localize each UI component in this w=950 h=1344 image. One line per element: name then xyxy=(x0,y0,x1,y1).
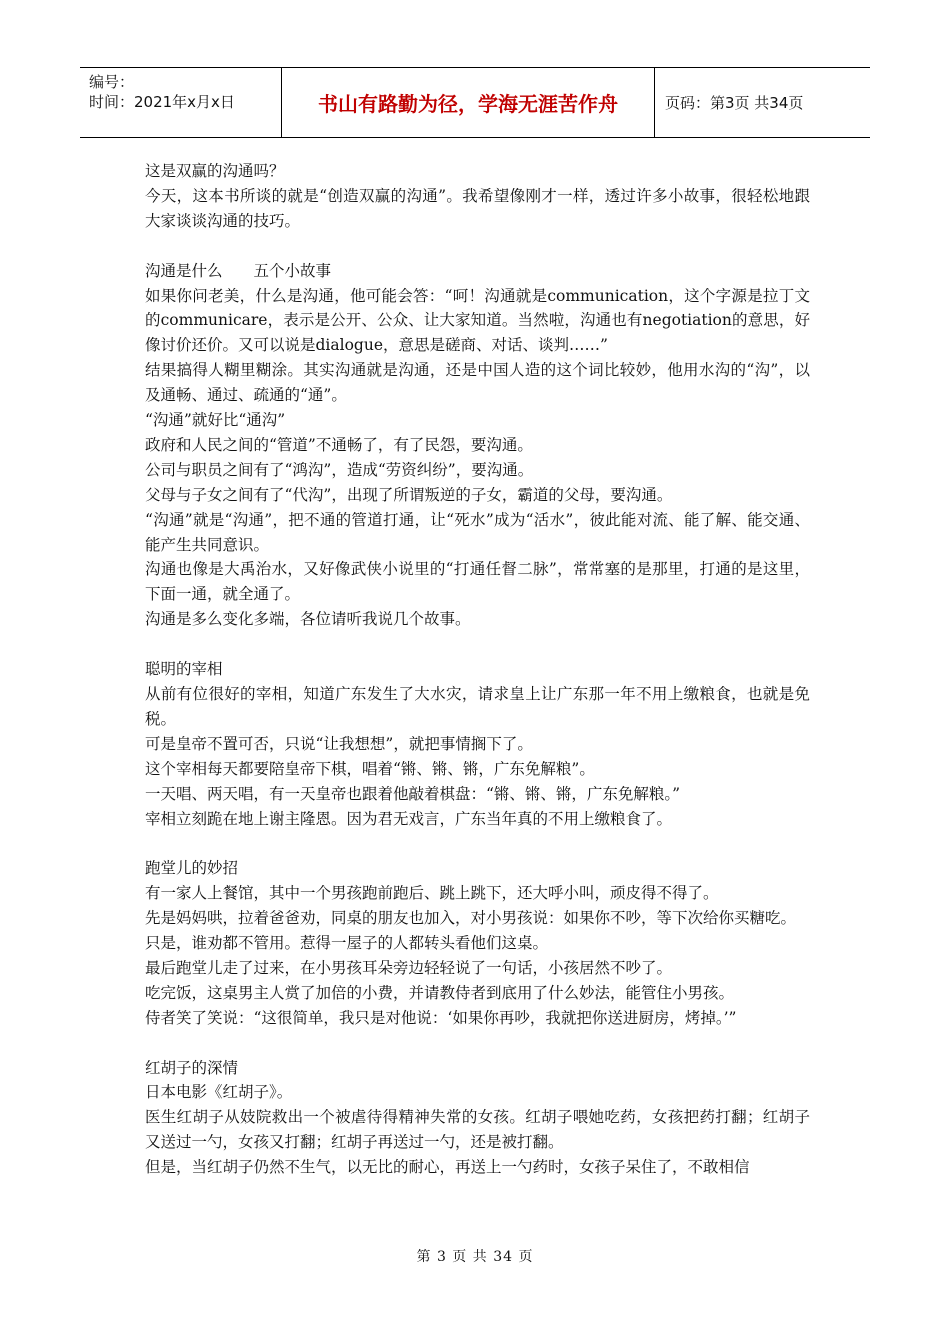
time-label: 时间：2021年x月x日 xyxy=(89,93,235,111)
page-label: 页码：第3页 共34页 xyxy=(665,94,804,112)
paragraph: 宰相立刻跪在地上谢主隆恩。因为君无戏言，广东当年真的不用上缴粮食了。 xyxy=(145,809,673,828)
paragraph: 政府和人民之间的“管道”不通畅了，有了民怨，要沟通。 xyxy=(145,435,533,454)
serial-label: 编号： xyxy=(89,73,135,91)
paragraph: 吃完饭，这桌男主人赏了加倍的小费，并请教侍者到底用了什么妙法，能管住小男孩。 xyxy=(145,983,735,1002)
paragraph: 日本电影《红胡子》。 xyxy=(145,1083,293,1102)
paragraph: 有一家人上餐馆，其中一个男孩跑前跑后、跳上跳下，还大呼小叫，顽皮得不得了。 xyxy=(145,884,719,903)
paragraph-gap xyxy=(145,632,810,657)
paragraph-gap xyxy=(145,1031,810,1056)
paragraph: 红胡子的深情 xyxy=(145,1058,239,1077)
paragraph: 一天唱、两天唱，有一天皇帝也跟着他敲着棋盘：“锵、锵、锵，广东免解粮。” xyxy=(145,784,681,803)
document-body xyxy=(145,159,810,1180)
paragraph: 这个宰相每天都要陪皇帝下棋，唱着“锵、锵、锵，广东免解粮”。 xyxy=(145,759,595,778)
header-info-cell xyxy=(80,68,282,137)
paragraph: 如果你问老美，什么是沟通，他可能会答：“呵！沟通就是communication，这个字源是拉丁文的communicare，表示是公开、公众、让大家知道。当然啦，沟通也有negotiation的意思，好像讨价还价。又可以说是dialogue，意思是磋商、对话、谈判……” xyxy=(145,286,810,355)
paragraph: “沟通”就是“沟通”，把不通的管道打通，让“死水”成为“活水”，彼此能对流、能了解、能交通、能产生共同意识。 xyxy=(145,510,810,554)
paragraph: 聪明的宰相 xyxy=(145,660,223,679)
paragraph: 沟通是什么 五个小故事 xyxy=(145,261,332,280)
paragraph-gap xyxy=(145,234,810,259)
header-motto-cell xyxy=(282,68,655,137)
document-header xyxy=(80,67,870,138)
paragraph: 公司与职员之间有了“鸿沟”，造成“劳资纠纷”，要沟通。 xyxy=(145,460,534,479)
footer-page-number: 第 3 页 共 34 页 xyxy=(416,1249,534,1265)
paragraph: 只是，谁劝都不管用。惹得一屋子的人都转头看他们这桌。 xyxy=(145,934,549,953)
paragraph: 从前有位很好的宰相，知道广东发生了大水灾，请求皇上让广东那一年不用上缴粮食，也就是免税。 xyxy=(145,685,810,728)
paragraph: 这是双赢的沟通吗？ xyxy=(145,162,285,180)
paragraph: 跑堂儿的妙招 xyxy=(145,859,239,878)
page-footer xyxy=(0,1246,950,1266)
header-page-cell xyxy=(655,68,870,137)
paragraph: 但是，当红胡子仍然不生气，以无比的耐心，再送上一勺药时，女孩子呆住了，不敢相信 xyxy=(145,1158,750,1177)
paragraph: 沟通是多么变化多端，各位请听我说几个故事。 xyxy=(145,610,471,629)
paragraph: 侍者笑了笑说：“这很简单，我只是对他说：‘如果你再吵，我就把你送进厨房，烤掉。’” xyxy=(145,1008,737,1027)
motto-text: 书山有路勤为径，学海无涯苦作舟 xyxy=(318,92,618,116)
paragraph: 医生红胡子从妓院救出一个被虐待得精神失常的女孩。红胡子喂她吃药，女孩把药打翻；红胡子又送过一勺，女孩又打翻；红胡子再送过一勺，还是被打翻。 xyxy=(145,1108,810,1152)
paragraph: 沟通也像是大禹治水，又好像武侠小说里的“打通任督二脉”，常常塞的是那里，打通的是这里，下面一通，就全通了。 xyxy=(145,560,810,604)
paragraph: 父母与子女之间有了“代沟”，出现了所谓叛逆的子女，霸道的父母，要沟通。 xyxy=(145,485,673,504)
paragraph: 最后跑堂儿走了过来，在小男孩耳朵旁边轻轻说了一句话，小孩居然不吵了。 xyxy=(145,958,673,977)
paragraph-gap xyxy=(145,831,810,856)
paragraph: 结果搞得人糊里糊涂。其实沟通就是沟通，还是中国人造的这个词比较妙，他用水沟的“沟”，以及通畅、通过、疏通的“通”。 xyxy=(145,361,810,405)
paragraph: 今天，这本书所谈的就是“创造双赢的沟通”。我希望像刚才一样，透过许多小故事，很轻松地跟大家谈谈沟通的技巧。 xyxy=(145,186,810,230)
paragraph: 可是皇帝不置可否，只说“让我想想”，就把事情搁下了。 xyxy=(145,734,533,753)
paragraph: 先是妈妈哄，拉着爸爸劝，同桌的朋友也加入，对小男孩说：如果你不吵，等下次给你买糖吃。 xyxy=(145,909,797,928)
paragraph: “沟通”就好比“通沟” xyxy=(145,411,286,430)
